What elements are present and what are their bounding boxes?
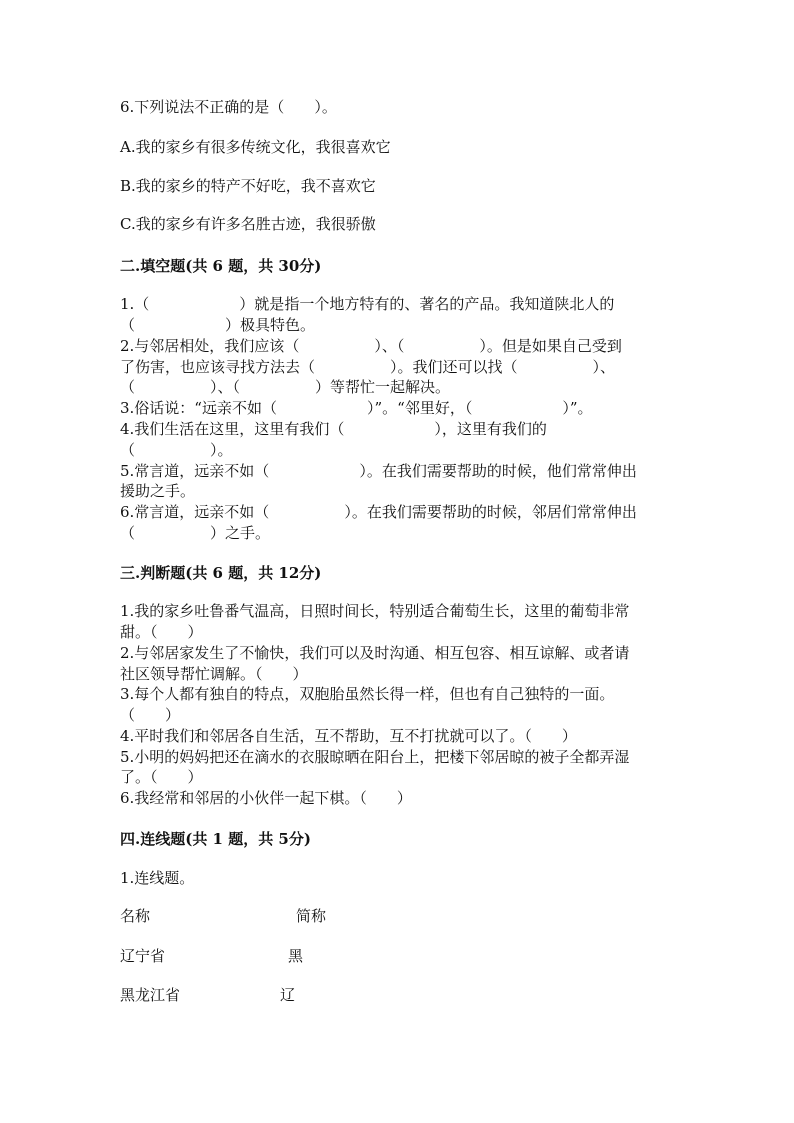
section-2-heading: 二.填空题(共 6 题，共 30分) (120, 257, 322, 275)
judge-line: 5.小明的妈妈把还在滴水的衣服晾晒在阳台上，把楼下邻居晾的被子全都弄湿 (120, 748, 630, 766)
judge-line: （ ） (120, 706, 181, 724)
fill-line: 了伤害，也应该寻找方法去（ ）。我们还可以找（ ）、 (120, 358, 616, 376)
fill-line: 3.俗话说：“远亲不如（ ）”。“邻里好，（ ）”。 (120, 399, 593, 417)
option-b: B.我的家乡的特产不好吃，我不喜欢它 (120, 177, 376, 195)
judge-line: 1.我的家乡吐鲁番气温高，日照时间长，特别适合葡萄生长，这里的葡萄非常 (120, 602, 630, 620)
judge-line: 了。（ ） (120, 768, 203, 786)
judge-line: 6.我经常和邻居的小伙伴一起下棋。（ ） (120, 789, 412, 807)
fill-line: 5.常言道，远亲不如（ ）。在我们需要帮助的时候，他们常常伸出 (120, 462, 637, 480)
fill-line: 2.与邻居相处，我们应该（ ）、（ ）。但是如果自己受到 (120, 337, 622, 355)
question-6-stem: 6.下列说法不正确的是（ ）。 (120, 98, 337, 116)
matching-header-right: 简称 (296, 907, 327, 925)
fill-line: 6.常言道，远亲不如（ ）。在我们需要帮助的时候，邻居们常常伸出 (120, 503, 637, 521)
section-3-heading: 三.判断题(共 6 题，共 12分) (120, 564, 322, 582)
judge-line: 社区领导帮忙调解。（ ） (120, 665, 308, 683)
judge-line: 4.平时我们和邻居各自生活，互不帮助，互不打扰就可以了。（ ） (120, 727, 577, 745)
fill-line: 援助之手。 (120, 482, 196, 500)
fill-line: （ ）之手。 (120, 524, 271, 542)
matching-right-item: 辽 (280, 986, 296, 1004)
matching-left-item: 黑龙江省 (120, 986, 181, 1004)
matching-left-item: 辽宁省 (120, 947, 166, 965)
fill-line: （ ）、（ ）等帮忙一起解决。 (120, 378, 451, 396)
judge-line: 甜。（ ） (120, 623, 203, 641)
option-c: C.我的家乡有许多名胜古迹，我很骄傲 (120, 215, 376, 233)
judge-line: 3.每个人都有独自的特点，双胞胎虽然长得一样，但也有自己独特的一面。 (120, 685, 615, 703)
option-a: A.我的家乡有很多传统文化，我很喜欢它 (120, 138, 391, 156)
matching-right-item: 黑 (288, 947, 304, 965)
fill-line: （ ）极具特色。 (120, 316, 316, 334)
fill-line: 4.我们生活在这里，这里有我们（ ），这里有我们的 (120, 420, 547, 438)
judge-line: 2.与邻居家发生了不愉快，我们可以及时沟通、相互包容、相互谅解、或者请 (120, 644, 630, 662)
section-4-heading: 四.连线题(共 1 题，共 5分) (120, 830, 311, 848)
matching-header-left: 名称 (120, 907, 151, 925)
fill-line: 1.（ ）就是指一个地方特有的、著名的产品。我知道陕北人的 (120, 295, 615, 313)
matching-question: 1.连线题。 (120, 869, 195, 887)
fill-line: （ ）。 (120, 441, 233, 459)
